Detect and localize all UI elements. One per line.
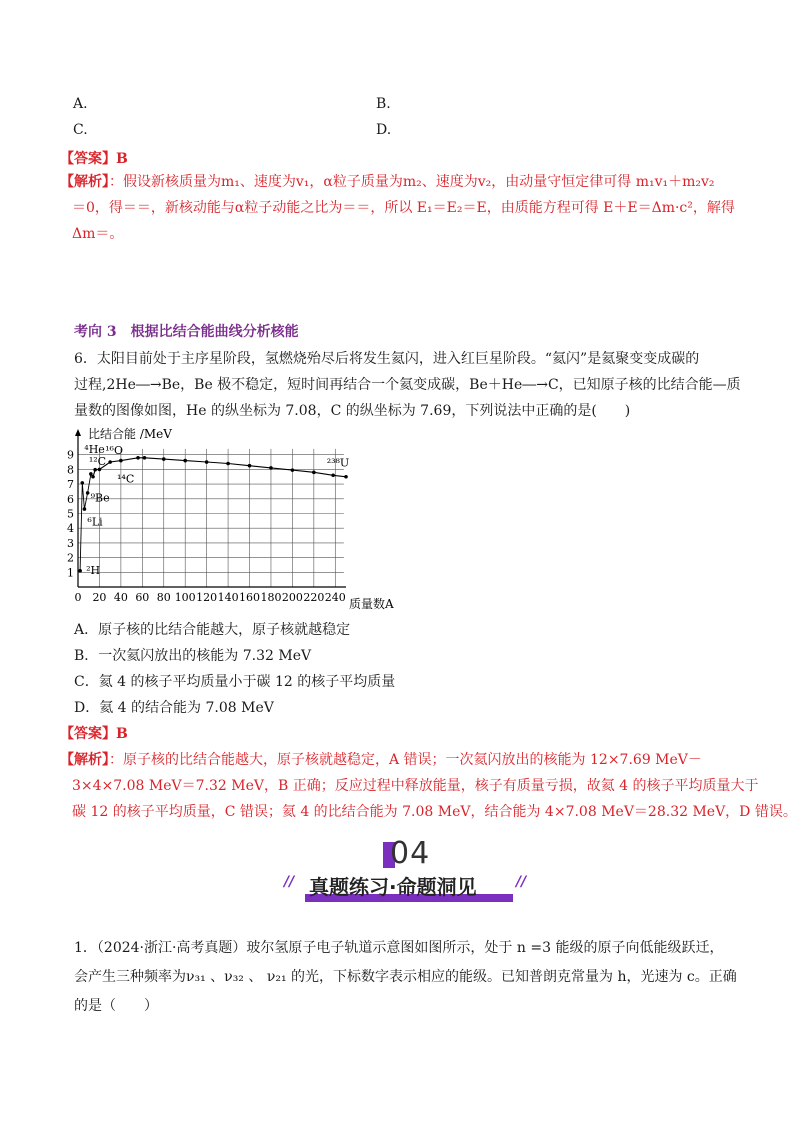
x-tick-label: 60 xyxy=(135,591,150,604)
x-tick-label: 160 xyxy=(239,591,261,604)
banner-right-mark: // xyxy=(516,874,527,890)
y-tick-label: 4 xyxy=(67,522,74,536)
data-point xyxy=(119,459,123,463)
nuclide-label: ⁹Be xyxy=(90,491,110,505)
prev-analysis-line-2: ＝0，得＝＝，新核动能与α粒子动能之比为＝＝，所以 E₁＝E₂＝E，由质能方程可得 E＋E＝Δm·c²，解得 xyxy=(72,200,735,216)
q6-option-c: C．氦 4 的核子平均质量小于碳 12 的核子平均质量 xyxy=(74,674,396,690)
nuclide-label: ²H xyxy=(86,563,101,577)
data-point xyxy=(143,456,147,460)
banner-left-mark: // xyxy=(284,874,295,890)
data-point xyxy=(226,462,230,466)
data-point xyxy=(269,466,273,470)
prev-answer: 【答案】B xyxy=(60,151,128,167)
y-tick-label: 6 xyxy=(67,492,74,506)
x-tick-label: 20 xyxy=(92,591,107,604)
q6-option-a: A．原子核的比结合能越大，原子核就越稳定 xyxy=(74,622,351,638)
y-tick-label: 3 xyxy=(67,536,74,550)
x-axis-label: 质量数A xyxy=(349,597,394,611)
section-heading: 考向 3 根据比结合能曲线分析核能 xyxy=(74,324,299,340)
data-point xyxy=(205,460,209,464)
q6-stem-line-1: 6．太阳目前处于主序星阶段，氢燃烧殆尽后将发生氦闪，进入红巨星阶段。“氦闪”是氦聚变变成碳的 xyxy=(74,351,700,367)
data-point xyxy=(248,464,252,468)
data-point xyxy=(80,481,84,485)
x-tick-label: 80 xyxy=(156,591,171,604)
data-point xyxy=(291,468,295,472)
q6-analysis-line-2: 3×4×7.08 MeV＝7.32 MeV，B 正确；反应过程中释放能量，核子有质量亏损，故氦 4 的核子平均质量大于 xyxy=(72,778,759,794)
data-point xyxy=(183,459,187,463)
chart-svg xyxy=(66,424,394,614)
prev-analysis-line-3: Δm＝。 xyxy=(72,226,124,242)
banner-number: 04 xyxy=(390,836,431,871)
data-point xyxy=(98,468,102,472)
x-tick-label: 40 xyxy=(113,591,128,604)
y-tick-label: 2 xyxy=(67,551,74,565)
x-tick-label: 200 xyxy=(281,591,303,604)
y-tick-label: 5 xyxy=(67,507,74,521)
data-point xyxy=(344,475,348,479)
q6-stem-line-3: 量数的图像如图，He 的纵坐标为 7.08，C 的纵坐标为 7.69，下列说法中正确的是( ) xyxy=(74,403,631,419)
data-point xyxy=(93,468,97,472)
data-point xyxy=(136,456,140,460)
x-tick-label: 240 xyxy=(324,591,346,604)
y-axis-arrow xyxy=(75,429,81,436)
analysis-text: ：原子核的比结合能越大，原子核就越稳定，A 错误；一次氦闪放出的核能为 12×7.69 MeV－ xyxy=(109,752,702,768)
option-c: C. xyxy=(73,122,88,138)
option-b: B. xyxy=(376,96,391,112)
nuclide-label: ⁶Li xyxy=(87,515,103,529)
banner-title: 真题练习·命题洞见 xyxy=(309,875,477,899)
analysis-label: 【解析】 xyxy=(60,752,109,768)
data-point xyxy=(108,460,112,464)
data-point xyxy=(78,569,82,573)
q6-answer: 【答案】B xyxy=(60,726,128,742)
data-point xyxy=(83,507,87,511)
data-point xyxy=(86,491,90,495)
nuclide-label: ⁴He xyxy=(84,443,105,457)
x-tick-label: 220 xyxy=(303,591,325,604)
q1-stem-line-3: 的是（ ） xyxy=(74,998,158,1014)
data-point xyxy=(162,457,166,461)
q1-stem-line-1: 1．（2024·浙江·高考真题）玻尔氢原子电子轨道示意图如图所示，处于 n =3 能级的原子向低能级跃迁， xyxy=(74,940,724,956)
y-tick-label: 7 xyxy=(67,478,74,492)
option-d: D. xyxy=(376,122,392,138)
nuclide-label: ²³⁸U xyxy=(326,456,350,470)
nuclide-label: ¹²C xyxy=(88,454,107,468)
x-tick-label: 180 xyxy=(260,591,282,604)
q1-stem-line-2: 会产生三种频率为ν₃₁ 、ν₃₂ 、 ν₂₁ 的光，下标数字表示相应的能级。已知普朗克常量为 h，光速为 c。正确 xyxy=(74,969,737,985)
q6-option-b: B．一次氦闪放出的核能为 7.32 MeV xyxy=(74,648,312,664)
data-point xyxy=(331,473,335,477)
chart-grid xyxy=(78,449,344,587)
q6-option-d: D．氦 4 的结合能为 7.08 MeV xyxy=(74,700,274,716)
nuclide-label: ¹⁶O xyxy=(105,443,123,457)
binding-energy-chart xyxy=(66,424,394,614)
option-a: A. xyxy=(73,96,88,112)
data-point xyxy=(312,471,316,475)
x-tick-label: 0 xyxy=(74,591,82,604)
chart-annotations xyxy=(84,443,349,577)
y-tick-label: 9 xyxy=(67,448,74,462)
y-tick-label: 1 xyxy=(67,566,74,580)
analysis-label: 【解析】 xyxy=(60,174,109,190)
x-tick-label: 140 xyxy=(217,591,239,604)
data-point xyxy=(91,475,95,479)
q6-stem-line-2: 过程,2He―→Be，Be 极不稳定，短时间再结合一个氦变成碳，Be＋He―→C，已知原子核的比结合能—质 xyxy=(74,377,741,393)
q6-analysis-line-3: 碳 12 的核子平均质量，C 错误；氦 4 的比结合能为 7.08 MeV，结合能为 4×7.08 MeV＝28.32 MeV，D 错误。 xyxy=(72,804,797,820)
q6-analysis-line-1 xyxy=(60,747,702,773)
prev-analysis-line-1 xyxy=(60,169,715,195)
analysis-text: ：假设新核质量为m₁、速度为v₁，α粒子质量为m₂、速度为v₂，由动量守恒定律可得 m₁v₁＋m₂v₂ xyxy=(109,174,715,190)
y-axis-label: 比结合能 /MeV xyxy=(88,427,172,441)
x-tick-label: 120 xyxy=(196,591,218,604)
nuclide-label: ¹⁴C xyxy=(117,472,135,486)
x-tick-label: 100 xyxy=(174,591,196,604)
y-tick-label: 8 xyxy=(67,463,74,477)
